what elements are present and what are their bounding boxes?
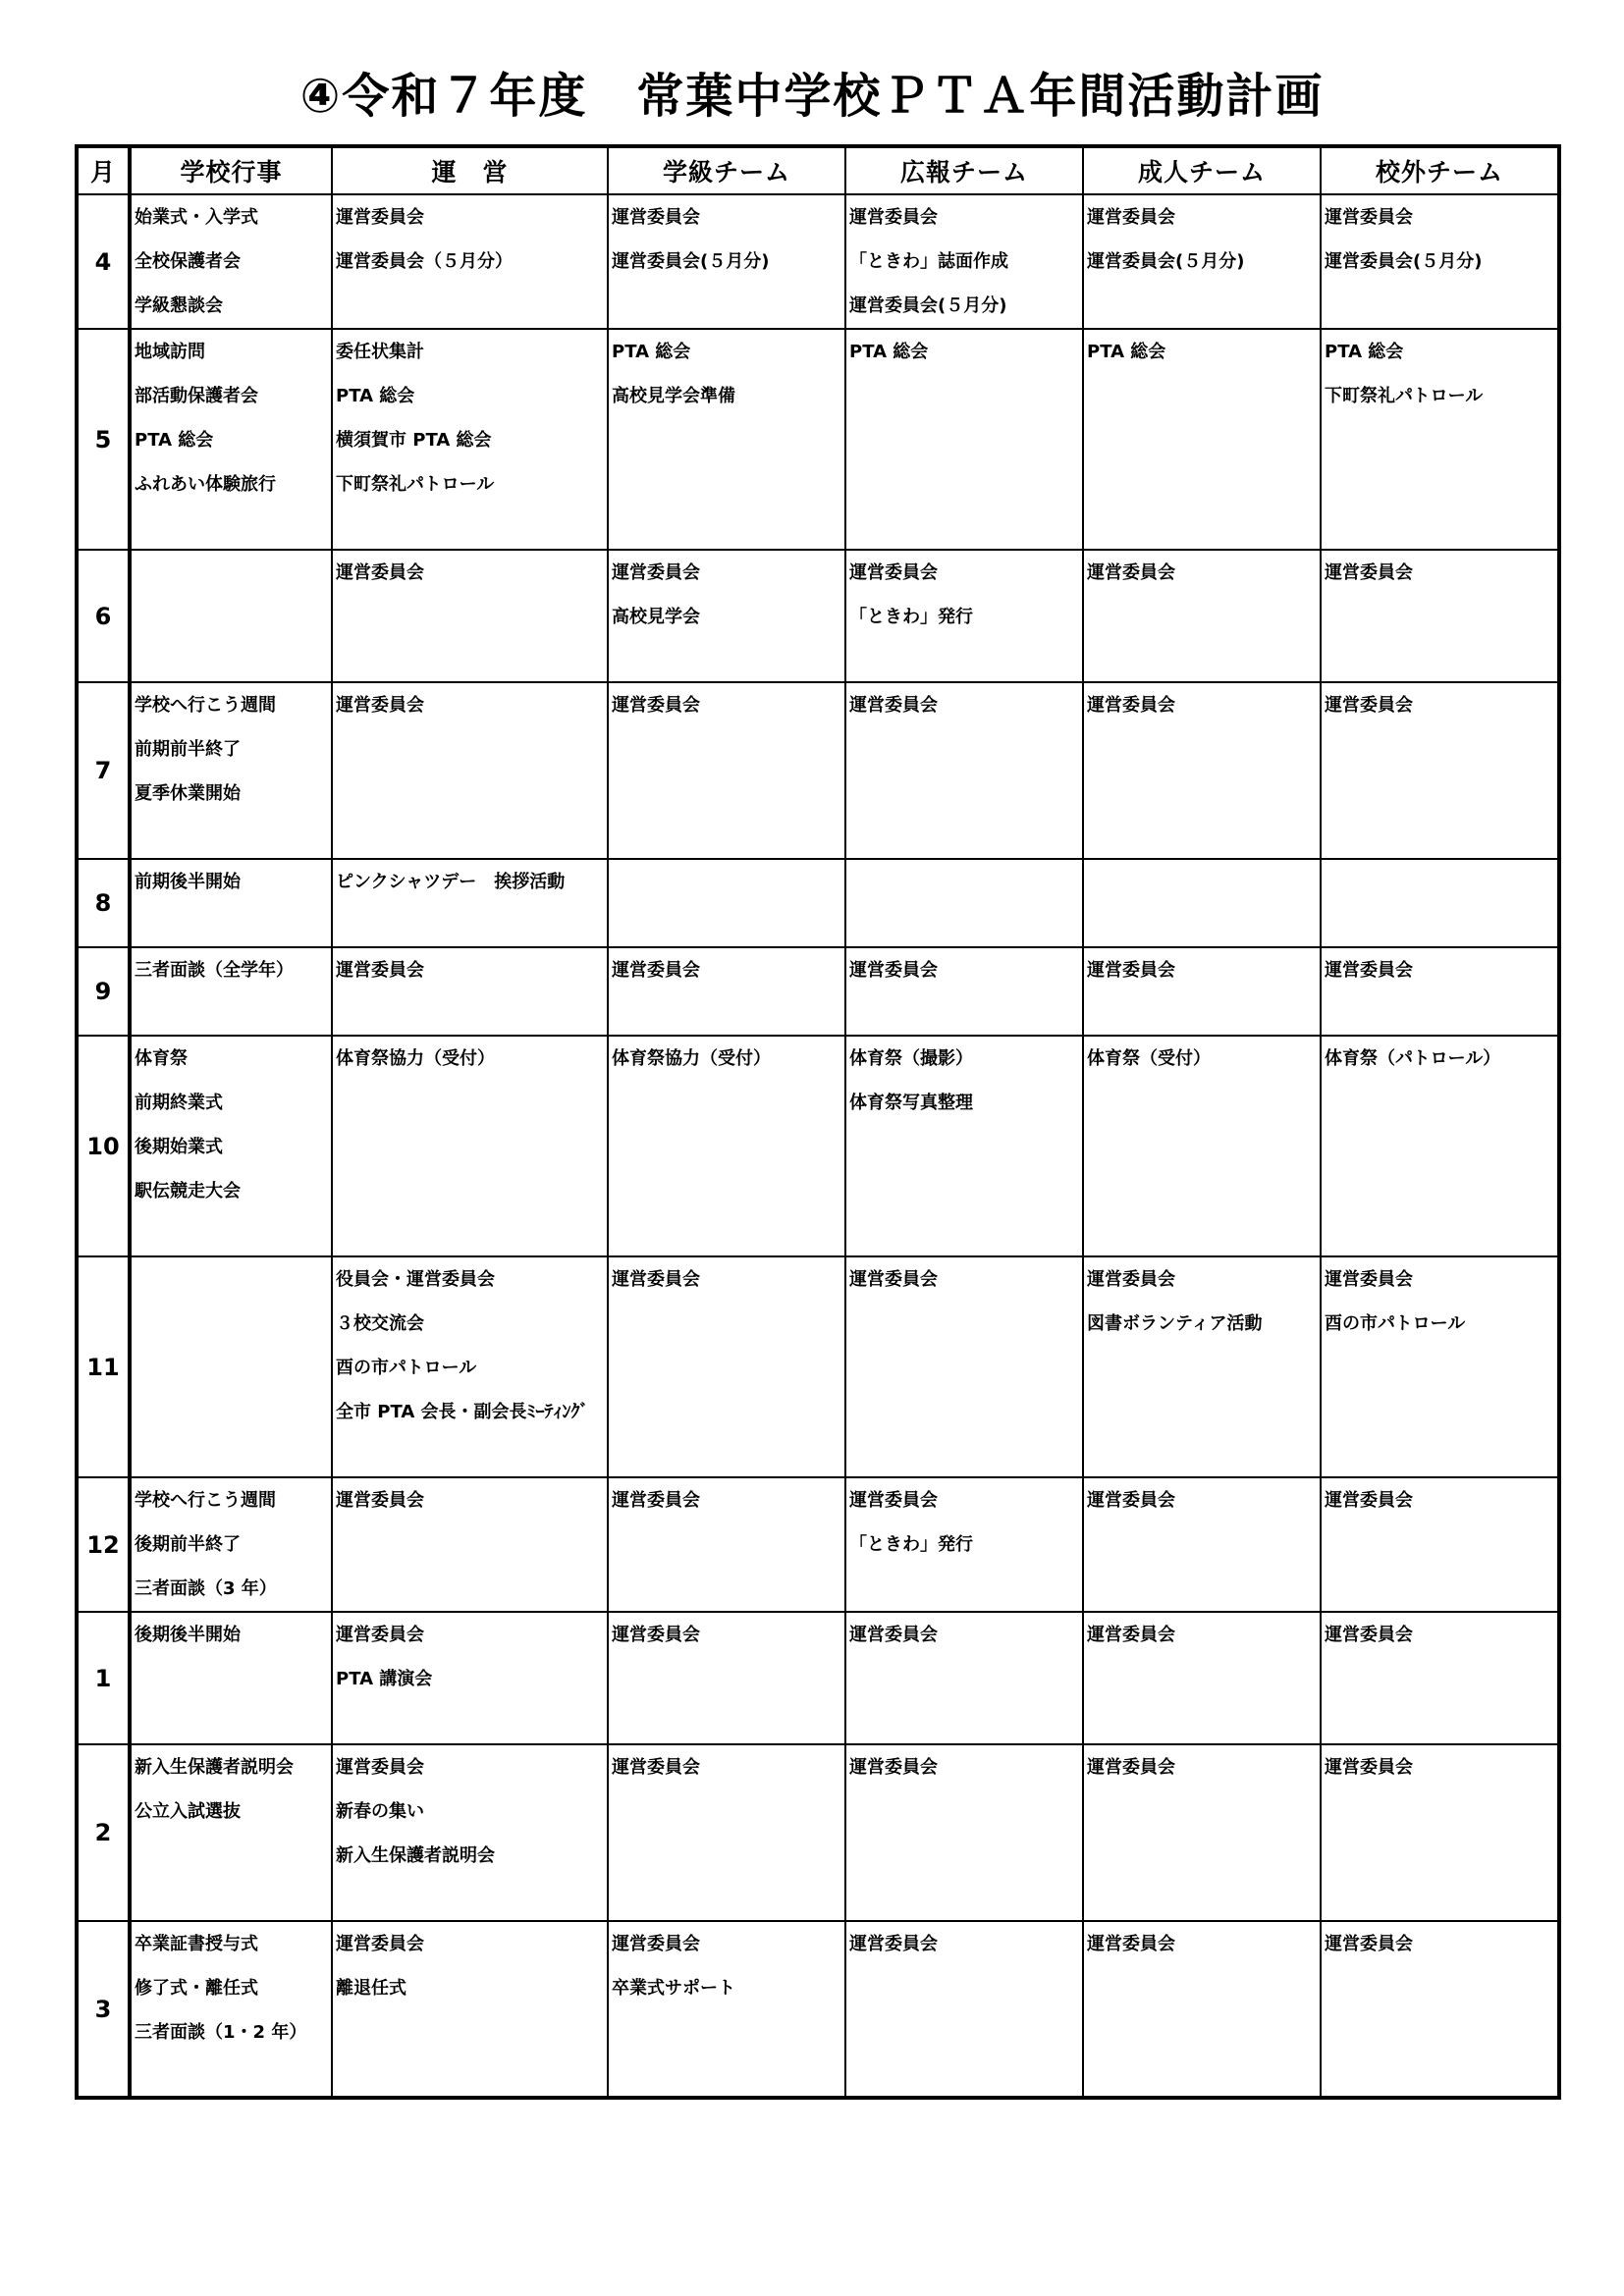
plan-cell <box>1083 194 1321 329</box>
plan-cell <box>608 1477 845 1612</box>
month-cell: 5 <box>77 329 130 550</box>
cell-line: 地域訪問 <box>135 342 205 362</box>
cell-line: 体育祭 <box>135 1048 188 1069</box>
cell-line: 役員会・運営委員会 <box>336 1269 495 1290</box>
plan-cell <box>845 329 1083 550</box>
plan-cell <box>332 947 608 1036</box>
plan-cell <box>130 1036 332 1256</box>
cell-line: 運営委員会 <box>612 695 700 716</box>
month-row <box>77 1036 1559 1256</box>
plan-cell <box>608 550 845 682</box>
plan-cell <box>130 1256 332 1477</box>
plan-cell <box>845 1256 1083 1477</box>
plan-cell <box>1321 859 1559 947</box>
cell-line: 下町祭礼パトロール <box>336 474 495 495</box>
plan-cell <box>332 859 608 947</box>
plan-cell <box>845 1612 1083 1744</box>
month-cell: 6 <box>77 550 130 682</box>
cell-line: 体育祭写真整理 <box>849 1093 973 1113</box>
cell-line: 運営委員会 <box>1087 1625 1175 1645</box>
plan-cell <box>1321 1612 1559 1744</box>
plan-cell <box>1083 1921 1321 2098</box>
cell-line: 酉の市パトロール <box>1325 1313 1466 1334</box>
cell-line: 新入生保護者説明会 <box>336 1845 495 1866</box>
cell-line: 運営委員会 <box>336 207 424 228</box>
cell-line: 運営委員会 <box>336 1934 424 1954</box>
cell-line: 運営委員会 <box>849 1934 938 1954</box>
cell-line: 体育祭協力（受付） <box>336 1048 495 1069</box>
plan-cell <box>130 1477 332 1612</box>
cell-line: 体育祭（受付） <box>1087 1048 1211 1069</box>
cell-line: 前期後半開始 <box>135 872 241 892</box>
plan-cell <box>332 682 608 859</box>
cell-line: 運営委員会 <box>1087 960 1175 981</box>
month-row <box>77 859 1559 947</box>
cell-line: 運営委員会 <box>849 1757 938 1778</box>
cell-line: 高校見学会準備 <box>612 386 735 406</box>
plan-cell <box>608 682 845 859</box>
cell-line: 委任状集計 <box>336 342 424 362</box>
plan-cell <box>1321 1477 1559 1612</box>
cell-line: 学校へ行こう週間 <box>135 1490 276 1511</box>
plan-cell <box>130 1921 332 2098</box>
plan-cell <box>130 1744 332 1921</box>
plan-cell <box>1321 682 1559 859</box>
cell-line: 「ときわ」発行 <box>849 1534 973 1555</box>
plan-cell <box>1083 329 1321 550</box>
plan-cell <box>845 1744 1083 1921</box>
cell-line: 横須賀市 PTA 総会 <box>336 430 492 451</box>
cell-line: 運営委員会(５月分) <box>612 251 770 272</box>
cell-line: ピンクシャツデー 挨拶活動 <box>336 872 566 892</box>
plan-cell <box>1083 1612 1321 1744</box>
cell-line: 運営委員会(５月分) <box>1087 251 1245 272</box>
plan-cell <box>608 1256 845 1477</box>
cell-line: 学級懇談会 <box>135 295 223 316</box>
cell-line: 後期後半開始 <box>135 1625 241 1645</box>
plan-cell <box>332 550 608 682</box>
plan-cell <box>1083 1744 1321 1921</box>
plan-cell <box>130 947 332 1036</box>
plan-cell <box>608 194 845 329</box>
cell-line: 夏季休業開始 <box>135 783 241 804</box>
plan-cell <box>1321 947 1559 1036</box>
plan-cell <box>845 1477 1083 1612</box>
cell-line: 体育祭（撮影） <box>849 1048 973 1069</box>
plan-cell <box>845 682 1083 859</box>
month-cell: 9 <box>77 947 130 1036</box>
month-row <box>77 1921 1559 2098</box>
plan-cell <box>1321 194 1559 329</box>
annual-plan-table <box>75 144 1561 2100</box>
cell-line: 新春の集い <box>336 1801 424 1822</box>
month-row <box>77 1744 1559 1921</box>
cell-line: PTA 総会 <box>336 386 415 406</box>
cell-line: PTA 総会 <box>612 342 691 362</box>
plan-cell <box>1321 1744 1559 1921</box>
cell-line: 運営委員会 <box>1325 695 1413 716</box>
cell-line: 体育祭（パトロール） <box>1325 1048 1501 1069</box>
cell-line: 卒業証書授与式 <box>135 1934 258 1954</box>
cell-line: 運営委員会 <box>849 562 938 583</box>
cell-line: 運営委員会 <box>849 1269 938 1290</box>
cell-line: 運営委員会 <box>336 1757 424 1778</box>
cell-line: 運営委員会 <box>849 1490 938 1511</box>
plan-cell <box>1083 1477 1321 1612</box>
cell-line: 運営委員会 <box>612 1625 700 1645</box>
cell-line: 運営委員会 <box>849 207 938 228</box>
cell-line: 運営委員会 <box>1325 1757 1413 1778</box>
cell-line: 始業式・入学式 <box>135 207 258 228</box>
plan-cell <box>608 947 845 1036</box>
cell-line: 運営委員会 <box>849 695 938 716</box>
plan-cell <box>1083 682 1321 859</box>
plan-cell <box>332 1744 608 1921</box>
cell-line: 部活動保護者会 <box>135 386 258 406</box>
cell-line: 図書ボランティア活動 <box>1087 1313 1263 1334</box>
cell-line: 卒業式サポート <box>612 1978 735 1999</box>
cell-line: 運営委員会 <box>336 1490 424 1511</box>
plan-cell <box>608 1744 845 1921</box>
page-title: ④令和７年度 常葉中学校ＰＴＡ年間活動計画 <box>299 69 1325 124</box>
cell-line: 離退任式 <box>336 1978 406 1999</box>
plan-cell <box>130 329 332 550</box>
plan-cell <box>1321 550 1559 682</box>
cell-line: 全市 PTA 会長・副会長ﾐｰﾃｨﾝｸﾞ <box>336 1402 589 1422</box>
plan-cell <box>1321 1256 1559 1477</box>
cell-line: PTA 講演会 <box>336 1669 433 1689</box>
cell-line: 後期始業式 <box>135 1137 223 1157</box>
month-cell: 1 <box>77 1612 130 1744</box>
plan-cell <box>845 1036 1083 1256</box>
plan-cell <box>845 550 1083 682</box>
cell-line: 運営委員会 <box>1325 1625 1413 1645</box>
cell-line: PTA 総会 <box>1325 342 1404 362</box>
plan-cell <box>1083 859 1321 947</box>
column-header: 運 営 <box>332 146 608 194</box>
month-cell: 2 <box>77 1744 130 1921</box>
month-row <box>77 550 1559 682</box>
cell-line: 運営委員会 <box>336 960 424 981</box>
cell-line: 高校見学会 <box>612 607 700 627</box>
cell-line: 運営委員会(５月分) <box>849 295 1007 316</box>
cell-line: 学校へ行こう週間 <box>135 695 276 716</box>
table-body <box>77 194 1559 2098</box>
cell-line: 運営委員会 <box>612 1757 700 1778</box>
cell-line: 修了式・離任式 <box>135 1978 258 1999</box>
cell-line: 新入生保護者説明会 <box>135 1757 294 1778</box>
cell-line: 運営委員会 <box>849 1625 938 1645</box>
cell-line: 三者面談（全学年） <box>135 960 294 981</box>
cell-line: 運営委員会 <box>1087 207 1175 228</box>
plan-cell <box>608 1036 845 1256</box>
month-cell: 7 <box>77 682 130 859</box>
plan-cell <box>332 1612 608 1744</box>
cell-line: 全校保護者会 <box>135 251 241 272</box>
plan-cell <box>130 550 332 682</box>
cell-line: PTA 総会 <box>1087 342 1166 362</box>
cell-line: 運営委員会 <box>336 695 424 716</box>
cell-line: 前期前半終了 <box>135 739 241 760</box>
cell-line: 運営委員会 <box>1087 1269 1175 1290</box>
plan-cell <box>332 329 608 550</box>
month-row <box>77 329 1559 550</box>
month-row <box>77 1477 1559 1612</box>
plan-cell <box>332 1256 608 1477</box>
cell-line: 下町祭礼パトロール <box>1325 386 1484 406</box>
plan-cell <box>130 682 332 859</box>
column-header: 成人チーム <box>1083 146 1321 194</box>
cell-line: 運営委員会 <box>612 1269 700 1290</box>
column-header: 学級チーム <box>608 146 845 194</box>
cell-line: 運営委員会 <box>1087 695 1175 716</box>
plan-cell <box>1083 550 1321 682</box>
month-row <box>77 682 1559 859</box>
plan-cell <box>608 1921 845 2098</box>
plan-cell <box>1083 1256 1321 1477</box>
plan-cell <box>1321 329 1559 550</box>
column-header: 学校行事 <box>130 146 332 194</box>
cell-line: 運営委員会 <box>612 1934 700 1954</box>
plan-cell <box>1083 947 1321 1036</box>
cell-line: 運営委員会（５月分） <box>336 251 513 272</box>
cell-line: 酉の市パトロール <box>336 1358 477 1378</box>
cell-line: 運営委員会 <box>1325 1490 1413 1511</box>
plan-cell <box>332 1921 608 2098</box>
month-cell: 12 <box>77 1477 130 1612</box>
column-header: 広報チーム <box>845 146 1083 194</box>
cell-line: 「ときわ」誌面作成 <box>849 251 1008 272</box>
cell-line: 運営委員会 <box>849 960 938 981</box>
cell-line: 三者面談（3 年） <box>135 1578 277 1599</box>
cell-line: 体育祭協力（受付） <box>612 1048 771 1069</box>
month-row <box>77 194 1559 329</box>
cell-line: 運営委員会 <box>1325 562 1413 583</box>
plan-cell <box>608 859 845 947</box>
plan-cell <box>332 1036 608 1256</box>
plan-cell <box>845 1921 1083 2098</box>
cell-line: 運営委員会(５月分) <box>1325 251 1483 272</box>
month-cell: 4 <box>77 194 130 329</box>
month-row <box>77 1612 1559 1744</box>
cell-line: 運営委員会 <box>1325 207 1413 228</box>
plan-cell <box>1083 1036 1321 1256</box>
plan-cell <box>845 859 1083 947</box>
cell-line: 公立入試選抜 <box>135 1801 241 1822</box>
cell-line: 運営委員会 <box>1087 1757 1175 1778</box>
cell-line: 運営委員会 <box>1325 1934 1413 1954</box>
cell-line: 駅伝競走大会 <box>135 1181 241 1201</box>
cell-line: 「ときわ」発行 <box>849 607 973 627</box>
plan-cell <box>608 1612 845 1744</box>
column-header: 月 <box>77 146 130 194</box>
cell-line: 運営委員会 <box>612 207 700 228</box>
column-header: 校外チーム <box>1321 146 1559 194</box>
plan-cell <box>130 194 332 329</box>
plan-cell <box>608 329 845 550</box>
cell-line: ふれあい体験旅行 <box>135 474 276 495</box>
cell-line: 運営委員会 <box>612 960 700 981</box>
cell-line: 三者面談（1・2 年） <box>135 2022 307 2043</box>
cell-line: 運営委員会 <box>336 562 424 583</box>
plan-cell <box>130 859 332 947</box>
header-row <box>77 146 1559 194</box>
plan-cell <box>845 194 1083 329</box>
cell-line: 後期前半終了 <box>135 1534 241 1555</box>
cell-line: 運営委員会 <box>336 1625 424 1645</box>
cell-line: 運営委員会 <box>1325 960 1413 981</box>
plan-cell <box>845 947 1083 1036</box>
month-cell: 10 <box>77 1036 130 1256</box>
plan-cell <box>1321 1921 1559 2098</box>
cell-line: 運営委員会 <box>612 562 700 583</box>
month-cell: 3 <box>77 1921 130 2098</box>
cell-line: 運営委員会 <box>1087 1490 1175 1511</box>
cell-line: PTA 総会 <box>135 430 214 451</box>
cell-line: ３校交流会 <box>336 1313 424 1334</box>
plan-cell <box>332 194 608 329</box>
plan-cell <box>332 1477 608 1612</box>
plan-cell <box>1321 1036 1559 1256</box>
cell-line: PTA 総会 <box>849 342 929 362</box>
cell-line: 運営委員会 <box>1087 562 1175 583</box>
month-cell: 11 <box>77 1256 130 1477</box>
cell-line: 運営委員会 <box>1087 1934 1175 1954</box>
cell-line: 前期終業式 <box>135 1093 223 1113</box>
month-cell: 8 <box>77 859 130 947</box>
cell-line: 運営委員会 <box>612 1490 700 1511</box>
month-row <box>77 1256 1559 1477</box>
cell-line: 運営委員会 <box>1325 1269 1413 1290</box>
month-row <box>77 947 1559 1036</box>
plan-cell <box>130 1612 332 1744</box>
